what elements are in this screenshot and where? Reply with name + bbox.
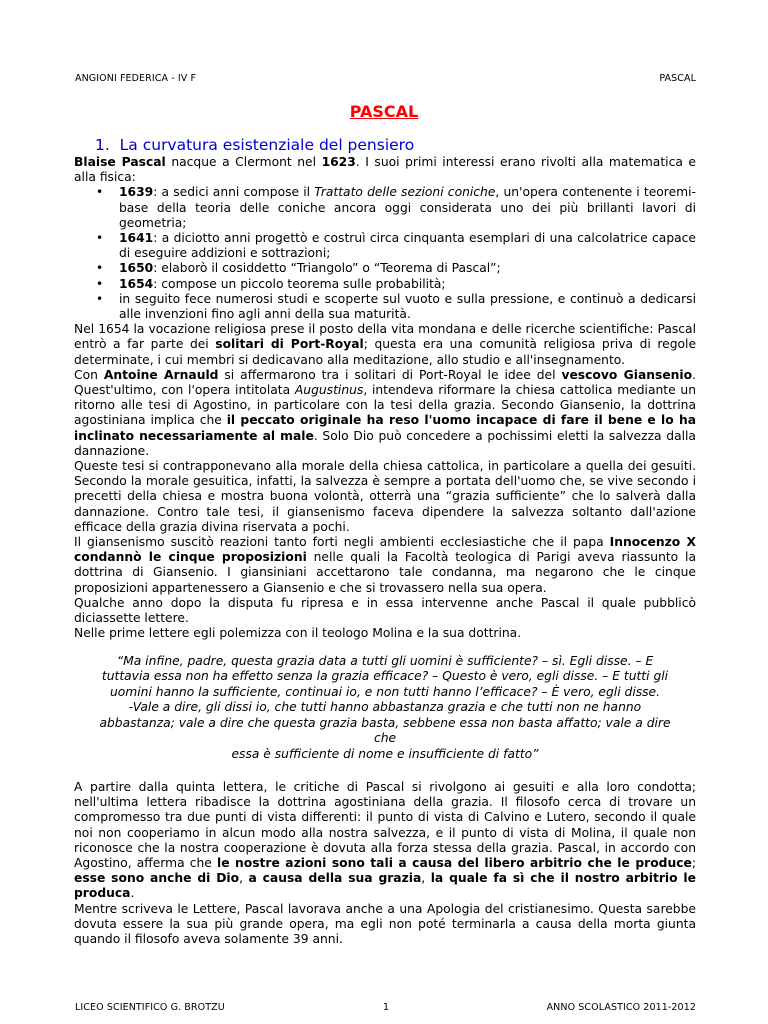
document-title: PASCAL [349,102,419,121]
document-body [74,136,696,947]
section-number: 1. [95,136,110,154]
bold-text: vescovo Giansenio [561,367,693,382]
quote-line: essa è sufficiente di nome e insufficiente di fatto” [231,746,539,761]
quote-line: uomini hanno la sufficiente, continuai io, e non tutti hanno l’efficace? – È vero, egli disse. [109,684,661,699]
disputa-paragraph: Qualche anno dopo la disputa fu ripresa e in essa intervenne anche Pascal il quale pubblicò diciassette lettere. [74,595,696,626]
list-item [119,292,696,322]
bold-text: Innocenzo X condannò le cinque proposizioni [74,535,696,565]
text: . [130,886,135,901]
item-year: 1650 [119,261,154,276]
quote-line: abbastanza; vale a dire che questa grazia basta, sebbene essa non basta affatto; vale a dire [99,715,671,730]
quote-line: “Ma infine, padre, questa grazia data a tutti gli uomini è sufficiente? – sì. Egli disse. – E [116,653,654,668]
text: , [239,871,249,886]
bold-text: il peccato originale ha reso l'uomo incapace di fare il bene e lo ha inclinato necessariamente al male [74,413,697,443]
bold-text: Antoine Arnauld [103,367,219,382]
item-text: : compose un piccolo teorema sulle probabilità; [153,276,446,291]
quinta-paragraph [74,780,696,902]
item-text: : elaborò il cosiddetto “Triangolo” o “Teorema di Pascal”; [153,261,501,276]
quote-line: tuttavia essa non ha effetto senza la grazia efficace? – Questo è vero, egli disse. – E tutti gli [101,669,669,683]
item-year: 1639 [119,185,154,200]
text: Con [74,367,104,382]
bold-text: la quale fa sì che il nostro arbitrio le produca [74,871,696,901]
text: , [421,871,431,886]
portroyal-paragraph [74,322,696,368]
bold-text: esse sono anche di Dio [74,871,240,886]
item-year: 1641 [119,231,154,246]
text: si affermarono tra i solitari di Port-Royal le idee del [218,367,562,382]
text: ; [691,856,696,871]
page-footer [75,1002,696,1013]
arnauld-paragraph [74,368,696,459]
section-heading [74,136,696,155]
text: Nel 1654 la vocazione religiosa prese il posto della vita mondana e delle ricerche scientifiche: Pascal entrò a far parte dei [74,322,696,352]
innocenzo-paragraph [74,535,696,596]
quote-line: che [373,731,397,745]
list-item [119,277,696,292]
text: , intendeva riformare la chiesa cattolica mediante un ritorno alle tesi di Agostino, in particolare con la tesi della grazia. Secondo Giansenio, la dottrina agostiniana implica che [74,383,697,428]
list-item [119,185,696,231]
text: Il giansenismo suscitò reazioni tanto forti negli ambienti ecclesiastiche che il papa [74,535,610,550]
intro-text-end: . I suoi primi interessi erano rivolti alla matematica e alla fisica: [74,155,696,185]
intro-text: nacque a Clermont nel [165,155,322,169]
section-title: La curvatura esistenziale del pensiero [119,136,415,154]
text: . Solo Dio può concedere a pochissimi eletti la salvezza dalla dannazione. [74,428,696,458]
item-text: : a diciotto anni progettò e costruì circa cinquanta esemplari di una calcolatrice capace di eseguire addizioni e sottrazioni; [119,231,696,261]
quote-line: -Vale a dire, gli dissi io, che tutti hanno abbastanza grazia e che tutti non ne hanno [128,700,642,714]
item-text-end: , un'opera contenente i teoremi-base della teoria delle coniche ancora oggi considerata uno dei più brillanti lavori di geometria; [119,185,696,230]
page-number: 1 [383,1002,390,1013]
italic-text: Augustinus [294,383,364,398]
text: . Quest'ultimo, con l'opera intitolata [74,367,696,398]
birth-year: 1623 [321,155,356,169]
footer-school: LICEO SCIENTIFICO G. BROTZU [75,1002,225,1013]
pascal-name: Blaise Pascal [74,155,166,169]
works-list [74,185,696,322]
molina-paragraph: Nelle prime lettere egli polemizza con il teologo Molina e la sua dottrina. [74,626,522,641]
footer-year: ANNO SCOLASTICO 2011-2012 [546,1002,696,1013]
list-item [119,261,696,276]
page-header [75,73,696,84]
bold-text: a causa della sua grazia [248,871,422,886]
header-topic: PASCAL [659,73,696,84]
item-text: in seguito fece numerosi studi e scoperte sul vuoto e sulla pressione, e continuò a dedicarsi alle invenzioni fino agli anni della sua maturità. [119,291,696,322]
header-author: ANGIONI FEDERICA - IV F [75,73,197,84]
apologia-paragraph: Mentre scriveva le Lettere, Pascal lavorava anche a una Apologia del cristianesimo. Questa sarebbe dovuta essere la sua più grande opera, ma egli non poté terminarla a causa della morta giunta quando il filosofo aveva solamente 39 anni. [74,901,696,947]
item-year: 1654 [119,276,154,291]
text: nelle quali la Facoltà teologica di Parigi aveva riassunto la dottrina di Giansenio. I giansiniani accettarono tale condanna, ma negarono che le cinque proposizioni appartenessero a Giansenio e che si trovassero nella sua opera. [74,550,696,595]
bold-text: le nostre azioni sono tali a causa del libero arbitrio che le produce [216,856,692,871]
item-text: : a sedici anni compose il [153,185,315,200]
bold-text: solitari di Port-Royal [215,337,364,352]
text: A partire dalla quinta lettera, le critiche di Pascal si rivolgono ai gesuiti e alla loro condotta; nell'ultima lettera ribadisce la dottrina agostiniana della grazia. Il filosofo cerca di trovare un compromesso tra due punti di vista differenti: il punto di vista di Calvino e Lutero, secondo il quale noi non cooperiamo in alcun modo alla nostra salvezza, e il punto di vista di Molina, il quale non riconosce che la nostra cooperazione è dovuta alla forza stessa della grazia. Pascal, in accordo con Agostino, afferma che [74,780,696,871]
list-item [119,231,696,261]
gesuiti-paragraph: Queste tesi si contrapponevano alla morale della chiesa cattolica, in particolare a quella dei gesuiti. Secondo la morale gesuitica, infatti, la salvezza è sempre a portata dell'uomo che, se vive secondo i precetti della chiesa e mostra buona volontà, otterrà una “grazia sufficiente” che lo salverà dalla dannazione. Contro tale tesi, il giansenismo faceva dipendere la salvezza soltanto dall'azione efficace della grazia divina riservata a pochi. [74,459,696,534]
item-title: Trattato delle sezioni coniche [314,185,496,200]
block-quote [80,654,690,763]
intro-paragraph [74,155,696,185]
text: ; questa era una comunità religiosa priva di regole determinate, i cui membri si dedicavano alla meditazione, allo studio e all'insegnamento. [74,337,697,367]
